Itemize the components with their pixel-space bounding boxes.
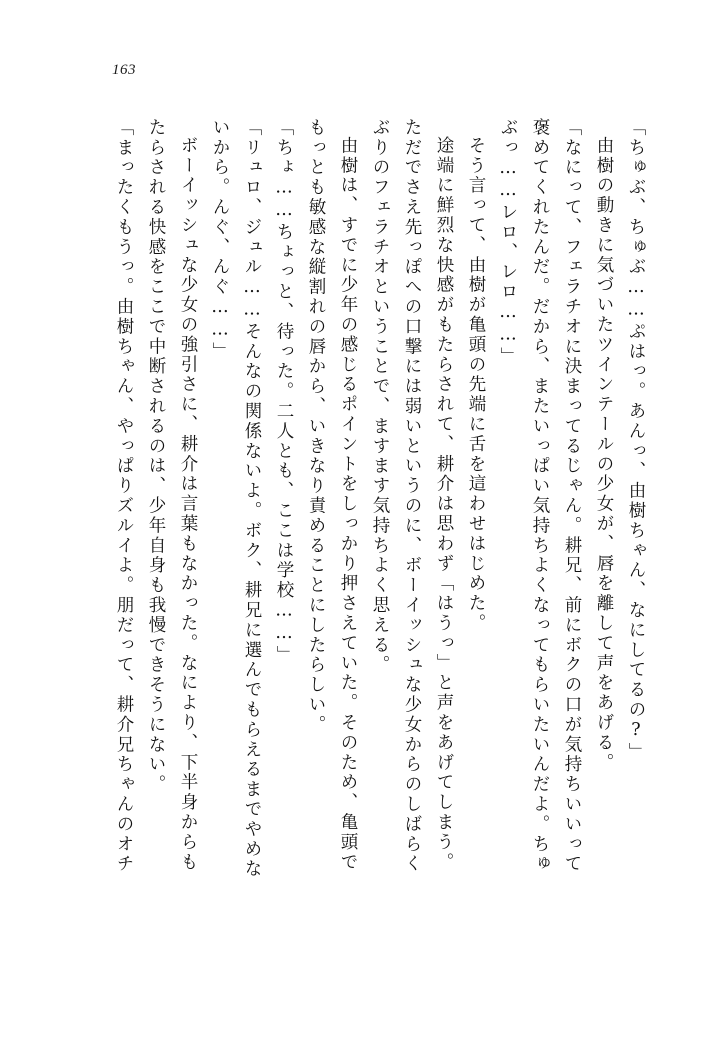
text-line: 途端に鮮烈な快感がもたらされて、耕介は思わず「はうっ」と声をあげてしまう。: [434, 136, 454, 873]
text-line: いから。んぐ、んぐ……」: [210, 118, 230, 362]
text-line: たらされる快感をここで中断されるのは、少年自身も我慢できそうにない。: [146, 118, 166, 795]
text-line: 由樹は、すでに少年の感じるポイントをしっかり押さえていた。そのため、亀頭で: [338, 136, 358, 873]
text-line: 由樹の動きに気づいたツインテールの少女が、唇を離して声をあげる。: [594, 136, 614, 773]
text-line: 褒めてくれたんだ。だから、またいっぱい気持ちよくなってもらいたいんだよ。ちゅ: [530, 118, 550, 875]
text-line: ぶっ……レロ、レロ……」: [498, 118, 518, 367]
text-line: 「ちょ……ちょっと、待った。二人とも、ここは学校……」: [274, 118, 294, 666]
text-line: もっとも敏感な縦割れの唇から、いきなり責めることにしたらしい。: [306, 118, 326, 735]
text-line: ぶりのフェラチオということで、ますます気持ちよく思える。: [370, 118, 390, 676]
text-line: 「なにって、フェラチオに決まってるじゃん。耕兄、前にボクの口が気持ちいいって: [562, 118, 582, 875]
text-line: 「リュロ、ジュル……そんなの関係ないよ。ボク、耕兄に選んでもらえるまでやめな: [242, 118, 262, 880]
page-number: 163: [112, 62, 136, 78]
text-line: 「ちゅぶ、ちゅぶ……ぷはっ。あんっ、由樹ちゃん、なにしてるの?」: [626, 118, 646, 763]
text-line: そう言って、由樹が亀頭の先端に舌を這わせはじめた。: [466, 136, 486, 634]
text-line: ボーイッシュな少女の強引さに、耕介は言葉もなかった。なにより、下半身からも: [178, 136, 198, 873]
text-line: 「まったくもうっ。由樹ちゃん、やっぱりズルイよ。朋だって、耕介兄ちゃんのオチ: [114, 118, 134, 875]
vertical-text-body: [64, 118, 644, 958]
text-line: ただでさえ先っぽへの口撃には弱いというのに、ボーイッシュな少女からのしばらく: [402, 118, 422, 875]
